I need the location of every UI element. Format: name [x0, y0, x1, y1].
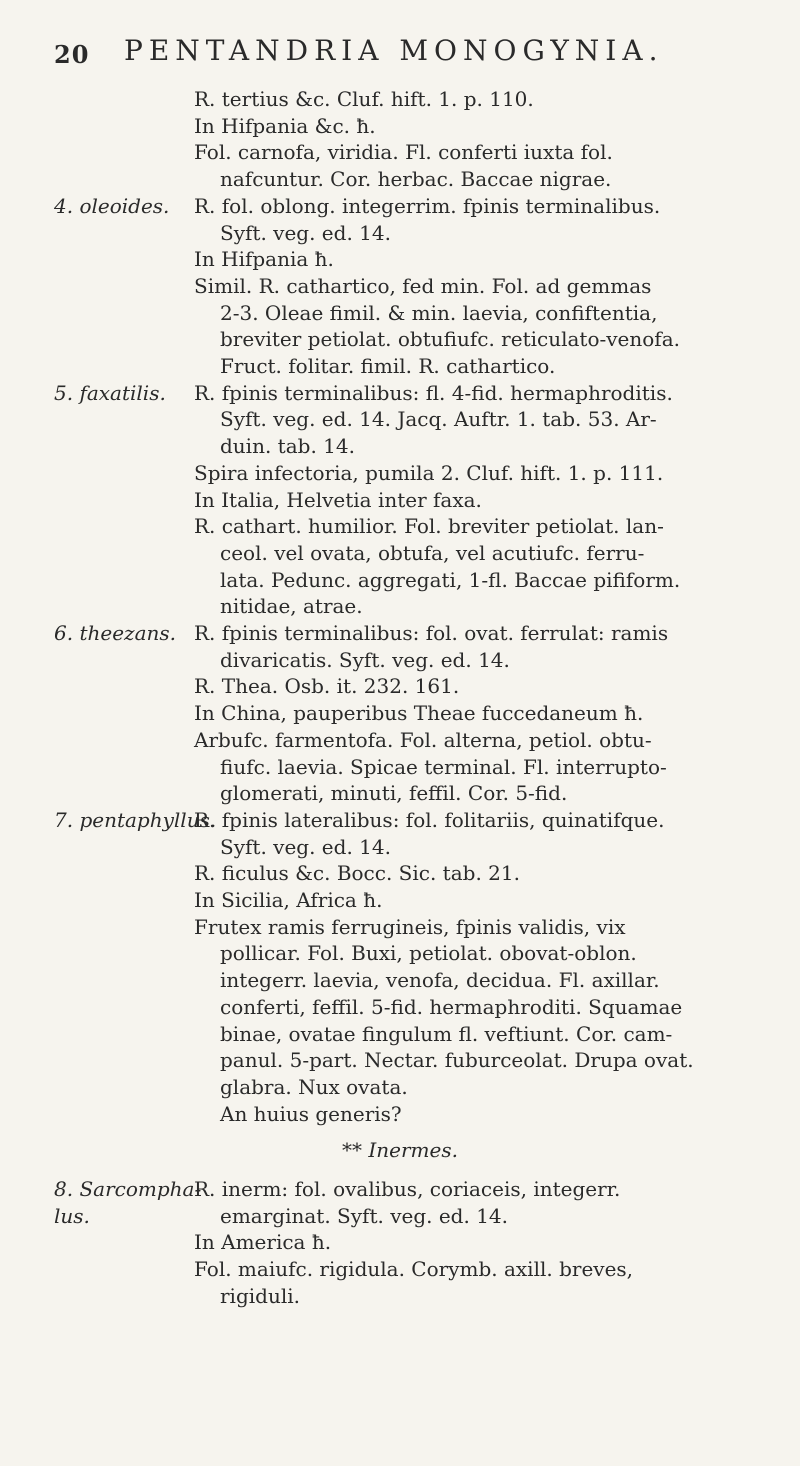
line-text: lata. Pedunc. aggregati, 1-fl. Baccae pifiform. — [220, 567, 681, 592]
line-text: Syft. veg. ed. 14. Jacq. Auftr. 1. tab. 53. Ar- — [220, 407, 657, 432]
line-text: In America ħ. — [194, 1230, 332, 1255]
text-line — [0, 593, 800, 619]
text-line — [0, 1256, 800, 1282]
text-line — [0, 86, 800, 112]
line-text: Syft. veg. ed. 14. — [220, 834, 391, 859]
line-text: rigiduli. — [220, 1283, 300, 1308]
text-line — [0, 1203, 800, 1229]
text-line — [0, 300, 800, 326]
section-heading-text: ** Inermes. — [342, 1138, 458, 1163]
text-line — [0, 540, 800, 566]
line-text: An huius generis? — [220, 1101, 402, 1126]
text-line — [0, 1021, 800, 1047]
text-line — [0, 620, 800, 646]
line-text: R. inerm: fol. ovalibus, coriaceis, integerr. — [194, 1177, 621, 1201]
text-line — [0, 967, 800, 993]
text-line — [0, 326, 800, 352]
line-text: glomerati, minuti, feffil. Cor. 5-fid. — [220, 781, 568, 806]
text-line — [0, 567, 800, 593]
text-line — [0, 780, 800, 806]
line-text: Fruct. folitar. fimil. R. cathartico. — [220, 354, 556, 378]
line-text: Simil. R. cathartico, fed min. Fol. ad gemmas — [194, 273, 652, 298]
line-text: binae, ovatae fingulum fl. veftiunt. Cor. cam- — [220, 1021, 673, 1046]
species-number-label: 5. faxatilis. — [54, 380, 166, 405]
text-line — [0, 887, 800, 913]
text-line — [0, 1176, 800, 1202]
section-heading — [0, 1137, 800, 1163]
line-text: duin. tab. 14. — [220, 434, 355, 459]
text-line — [0, 273, 800, 299]
text-line — [0, 647, 800, 673]
line-text: R. fpinis lateralibus: fol. folitariis, quinatifque. — [194, 807, 665, 832]
text-line — [0, 754, 800, 780]
line-text: R. cathart. humilior. Fol. breviter petiolat. lan- — [194, 514, 664, 539]
line-text: conferti, feffil. 5-fid. hermaphroditi. Squamae — [220, 994, 683, 1019]
text-line — [0, 166, 800, 192]
line-text: Syft. veg. ed. 14. — [220, 220, 391, 245]
species-number-label: lus. — [54, 1203, 90, 1228]
line-text: In Hifpania &c. ħ. — [194, 113, 376, 138]
text-line — [0, 380, 800, 406]
running-title: PENTANDRIA MONOGYNIA. — [124, 34, 664, 67]
text-line — [0, 1101, 800, 1127]
line-text: nafcuntur. Cor. herbac. Baccae nigrae. — [220, 167, 612, 192]
line-text: In Hifpania ħ. — [194, 247, 334, 272]
line-text: Fol. carnofa, viridia. Fl. conferti iuxta fol. — [194, 140, 613, 165]
text-line — [0, 860, 800, 886]
text-line — [0, 139, 800, 165]
text-line — [0, 246, 800, 272]
text-line — [0, 406, 800, 432]
text-line — [0, 834, 800, 860]
line-text: Fol. maiufc. rigidula. Corymb. axill. breves, — [194, 1257, 634, 1282]
text-line — [0, 1283, 800, 1309]
line-text: Frutex ramis ferrugineis, fpinis validis, vix — [194, 914, 626, 939]
page-number: 20 — [54, 40, 90, 69]
line-text: Arbufc. farmentofa. Fol. alterna, petiol. obtu- — [194, 727, 652, 752]
line-text: panul. 5-part. Nectar. fuburceolat. Drupa ovat. — [220, 1048, 694, 1073]
line-text: glabra. Nux ovata. — [220, 1074, 408, 1099]
line-text: 2-3. Oleae fimil. & min. laevia, confiftentia, — [220, 300, 658, 325]
text-line — [0, 994, 800, 1020]
species-number-label: 7. pentaphyllus. — [54, 807, 217, 832]
text-line — [0, 220, 800, 246]
line-text: In Sicilia, Africa ħ. — [194, 888, 383, 912]
text-line — [0, 914, 800, 940]
text-line — [0, 487, 800, 513]
text-line — [0, 513, 800, 539]
text-line — [0, 700, 800, 726]
text-line — [0, 193, 800, 219]
text-line — [0, 353, 800, 379]
text-line — [0, 673, 800, 699]
line-text: integerr. laevia, venofa, decidua. Fl. axillar. — [220, 968, 660, 993]
line-text: R. fol. oblong. integerrim. fpinis terminalibus. — [194, 193, 661, 218]
line-text: nitidae, atrae. — [220, 594, 363, 619]
line-text: R. ficulus &c. Bocc. Sic. tab. 21. — [194, 861, 520, 886]
line-text: Spira infectoria, pumila 2. Cluf. hift. 1. p. 111. — [194, 460, 664, 485]
text-line — [0, 460, 800, 486]
species-number-label: 8. Sarcompha- — [54, 1177, 202, 1201]
line-text: R. fpinis terminalibus: fl. 4-fid. hermaphroditis. — [194, 380, 673, 405]
line-text: R. tertius &c. Cluf. hift. 1. p. 110. — [194, 87, 534, 111]
line-text: breviter petiolat. obtufiufc. reticulato-venofa. — [220, 327, 680, 352]
text-line — [0, 1074, 800, 1100]
text-line — [0, 727, 800, 753]
line-text: emarginat. Syft. veg. ed. 14. — [220, 1203, 509, 1228]
species-number-label: 6. theezans. — [54, 621, 176, 645]
line-text: pollicar. Fol. Buxi, petiolat. obovat-oblon. — [220, 941, 637, 966]
line-text: fiufc. laevia. Spicae terminal. Fl. interrupto- — [220, 754, 667, 779]
text-line — [0, 113, 800, 139]
text-line — [0, 807, 800, 833]
species-number-label: 4. oleoides. — [54, 193, 170, 218]
line-text: R. fpinis terminalibus: fol. ovat. ferrulat: ramis — [194, 621, 669, 645]
page-header — [54, 34, 770, 74]
line-text: R. Thea. Osb. it. 232. 161. — [194, 674, 460, 699]
text-line — [0, 1047, 800, 1073]
line-text: In China, pauperibus Theae fuccedaneum ħ. — [194, 701, 644, 726]
text-line — [0, 940, 800, 966]
text-line — [0, 1229, 800, 1255]
text-line — [0, 433, 800, 459]
line-text: divaricatis. Syft. veg. ed. 14. — [220, 647, 510, 672]
line-text: In Italia, Helvetia inter faxa. — [194, 487, 482, 512]
line-text: ceol. vel ovata, obtufa, vel acutiufc. ferru- — [220, 540, 645, 565]
